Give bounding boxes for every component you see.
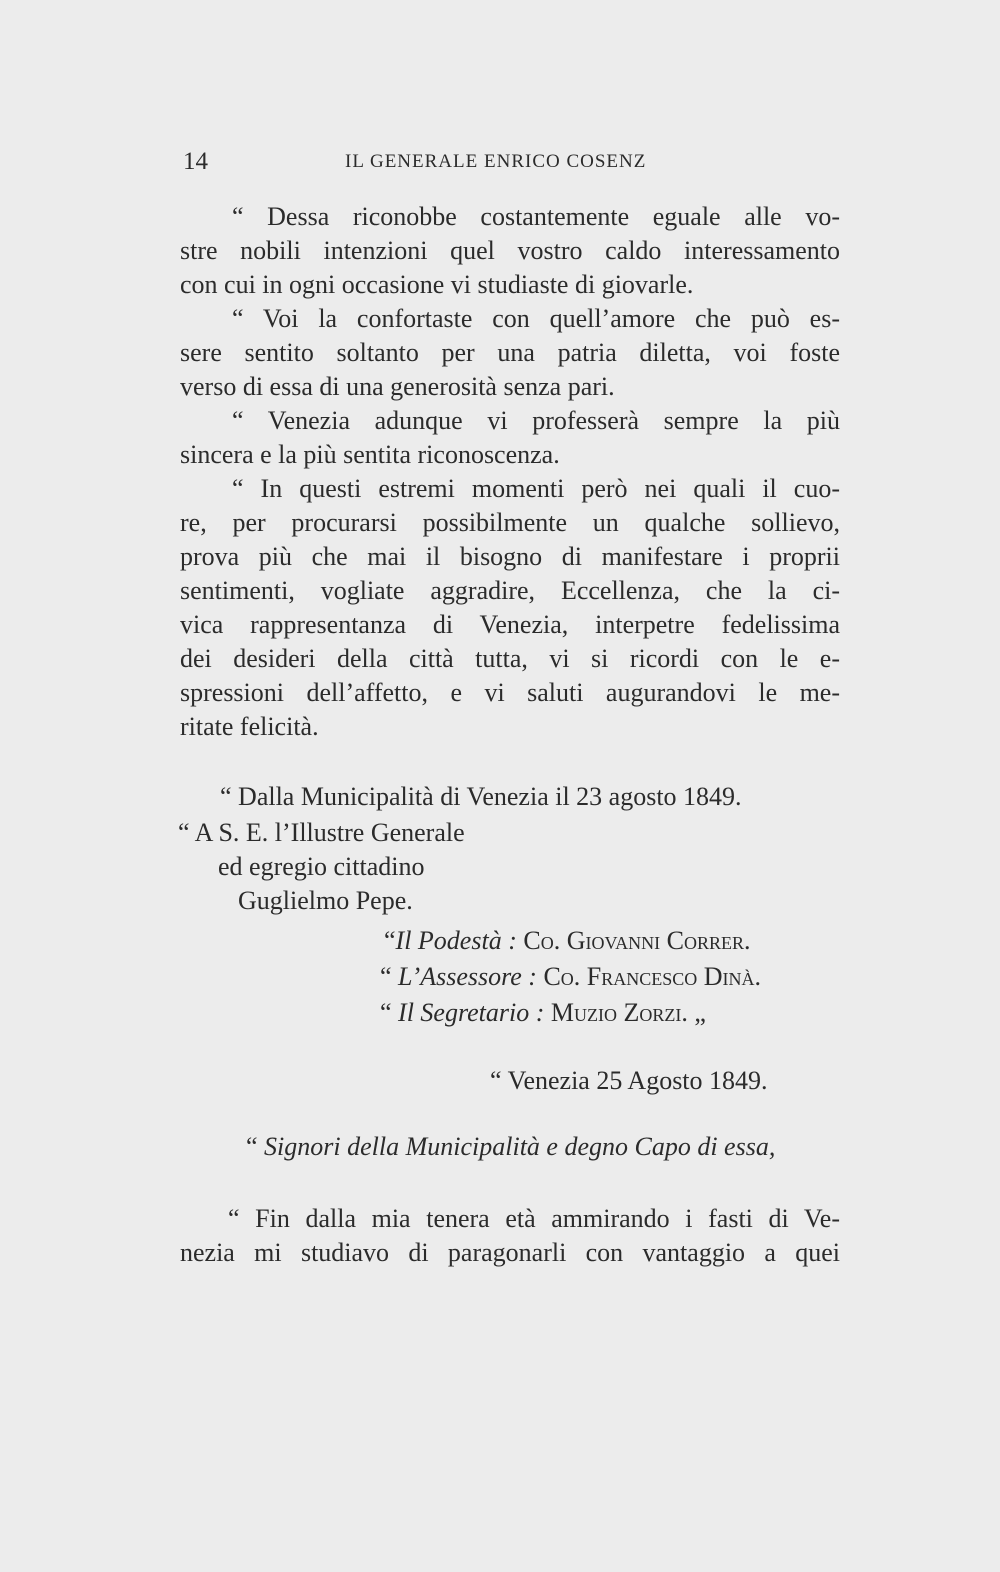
quote-mark: “ [380, 998, 399, 1027]
text-line: ritate felicità. [180, 712, 319, 741]
text-line: sentimenti, vogliate aggradire, Eccellenza, che la ci- [180, 576, 840, 605]
text-line: verso di essa di una generosità senza pari. [180, 372, 615, 401]
text-line: re, per procurarsi possibilmente un qualche sollievo, [180, 508, 840, 537]
reply-date: “ Venezia 25 Agosto 1849. [490, 1066, 768, 1095]
text-line: “ Voi la confortaste con quell’amore che può es- [232, 304, 840, 333]
quote-mark: “ [380, 962, 399, 991]
text-line: sincera e la più sentita riconoscenza. [180, 440, 560, 469]
page-header [183, 148, 838, 188]
signature-role: Il Segretario : [398, 998, 545, 1027]
text-line: sere sentito soltanto per una patria diletta, voi foste [180, 338, 840, 367]
quote-mark: “ [246, 1132, 265, 1161]
text-line: prova più che mai il bisogno di manifestare i proprii [180, 542, 840, 571]
quote-mark: “ [384, 926, 396, 955]
signature-name: Co. Francesco Dinà. [543, 962, 762, 991]
text-line: vica rappresentanza di Venezia, interpetre fedelissima [180, 610, 840, 639]
text-line: dei desideri della città tutta, vi si ricordi con le e- [180, 644, 840, 673]
address-line: “ A S. E. l’Illustre Generale [178, 818, 465, 847]
signature-assessore [380, 960, 830, 994]
signature-role: L’Assessore : [398, 962, 537, 991]
text-line: nezia mi studiavo di paragonarli con vantaggio a quei [180, 1238, 840, 1267]
text-line: stre nobili intenzioni quel vostro caldo interessamento [180, 236, 840, 265]
salutation-text: Signori della Municipalità e degno Capo di essa, [264, 1132, 776, 1161]
signature-podesta [384, 924, 834, 958]
dateline: “ Dalla Municipalità di Venezia il 23 agosto 1849. [220, 782, 742, 811]
running-title: IL GENERALE ENRICO COSENZ [345, 151, 647, 172]
signature-segretario [380, 996, 830, 1030]
page-number: 14 [183, 148, 208, 175]
salutation [246, 1130, 846, 1164]
address-line: ed egregio cittadino [218, 852, 425, 881]
text-line: “ Fin dalla mia tenera età ammirando i fasti di Ve- [228, 1204, 840, 1233]
closing-quote-mark: „ [694, 998, 706, 1027]
text-line: con cui in ogni occasione vi studiaste di giovarle. [180, 270, 694, 299]
text-line: “ Dessa riconobbe costantemente eguale alle vo- [232, 202, 840, 231]
address-line: Guglielmo Pepe. [238, 886, 413, 915]
text-line: “ In questi estremi momenti però nei quali il cuo- [232, 474, 840, 503]
text-line: spressioni dell’affetto, e vi saluti augurandovi le me- [180, 678, 840, 707]
signature-name: Muzio Zorzi. [550, 998, 688, 1027]
signature-name: Co. Giovanni Correr. [523, 926, 751, 955]
text-line: “ Venezia adunque vi professerà sempre la più [232, 406, 840, 435]
signature-role: Il Podestà : [395, 926, 517, 955]
